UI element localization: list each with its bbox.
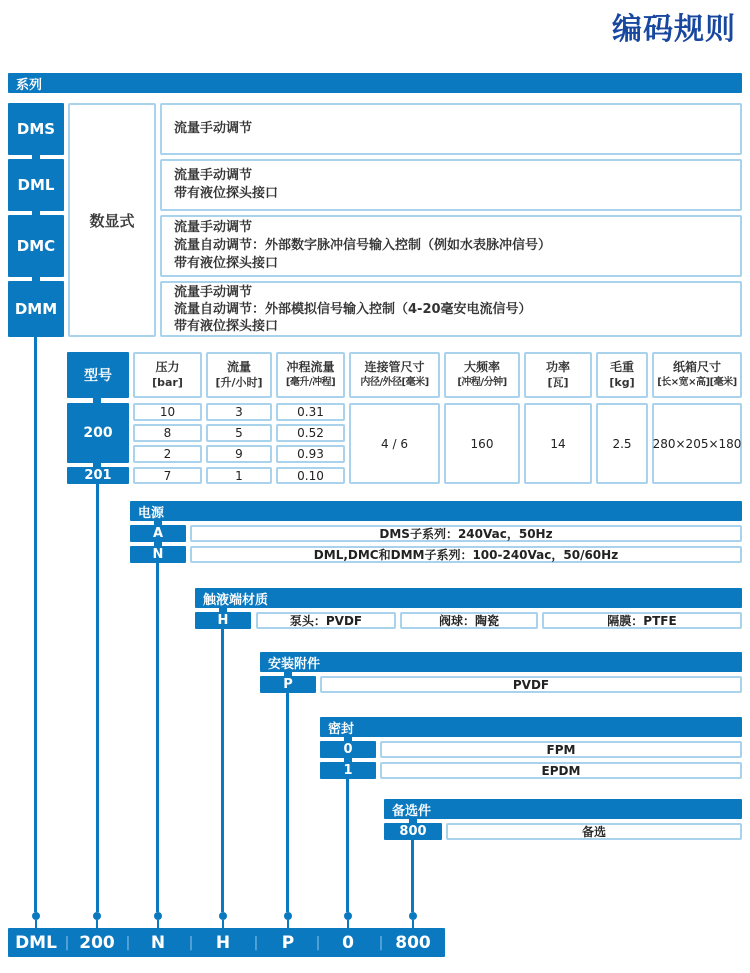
- desc-line: 流量自动调节：外部模拟信号输入控制（4-20毫安电流信号）: [174, 301, 532, 317]
- seal-desc-epdm: EPDM: [380, 762, 742, 779]
- series-connector-stem: [32, 155, 40, 159]
- series-desc-dms: [160, 103, 742, 155]
- connector-dot: [154, 912, 162, 920]
- code-separator: |: [188, 934, 194, 951]
- code-segment-mounting: P: [281, 932, 295, 953]
- page-title: 编码规则: [612, 12, 736, 47]
- mounting-desc: PVDF: [320, 676, 742, 693]
- mounting-code-p: P: [260, 676, 316, 693]
- mounting-header-bar: 安装附件: [260, 652, 742, 672]
- stroke-volume-value: 0.31: [276, 403, 345, 421]
- dot-stem: [222, 920, 224, 928]
- model-200-cell: 200: [67, 403, 129, 463]
- series-code-dmc: DMC: [8, 215, 64, 277]
- desc-line: 流量手动调节: [174, 220, 253, 235]
- model-header-cell: 型号: [67, 352, 129, 398]
- flow-value: 9: [206, 445, 272, 463]
- stroke-volume-value: 0.52: [276, 424, 345, 442]
- power-code-n: N: [130, 546, 186, 563]
- desc-line: 带有液位探头接口: [174, 186, 279, 201]
- code-separator: |: [378, 934, 384, 951]
- option-desc: 备选: [446, 823, 742, 840]
- seal-header-bar: 密封: [320, 717, 742, 737]
- connector-line-material: [221, 629, 224, 912]
- desc-line: 流量手动调节: [174, 168, 253, 183]
- pressure-value: 2: [133, 445, 202, 463]
- series-header-label: 系列: [16, 77, 43, 93]
- series-connector-stem: [32, 211, 40, 215]
- desc-line: 流量手动调节: [174, 284, 253, 300]
- seal-code-1: 1: [320, 762, 376, 779]
- code-separator: |: [253, 934, 259, 951]
- connector-dot: [93, 912, 101, 920]
- power-header-bar: 电源: [130, 501, 742, 521]
- series-code-dmm: DMM: [8, 281, 64, 337]
- seal-desc-fpm: FPM: [380, 741, 742, 758]
- series-desc-dmm: [160, 281, 742, 337]
- power-desc-a: DMS子系列：240Vac，50Hz: [190, 525, 742, 542]
- flow-value: 1: [206, 467, 272, 484]
- stroke-volume-value: 0.93: [276, 445, 345, 463]
- model-201-cell: 201: [67, 467, 129, 484]
- option-code-800: 800: [384, 823, 442, 840]
- series-code-dml: DML: [8, 159, 64, 211]
- connector-dot: [409, 912, 417, 920]
- model-code-bar: [8, 928, 445, 957]
- code-segment-option: 800: [395, 932, 431, 953]
- power-desc-n: DML,DMC和DMM子系列：100-240Vac，50/60Hz: [190, 546, 742, 563]
- pipe-size-value: 4 / 6: [349, 403, 440, 484]
- connector-line-seal: [346, 779, 349, 912]
- connector-line-mounting: [286, 693, 289, 912]
- col-header-pressure: 压力 [bar]: [133, 352, 202, 398]
- col-header-max-frequency: 大频率 [冲程/分钟]: [444, 352, 520, 398]
- dot-stem: [347, 920, 349, 928]
- desc-line: 带有液位探头接口: [174, 318, 279, 334]
- col-header-weight: 毛重 [kg]: [596, 352, 648, 398]
- pressure-value: 10: [133, 403, 202, 421]
- dot-stem: [96, 920, 98, 928]
- series-desc-dml: [160, 159, 742, 211]
- connector-line-series: [34, 337, 37, 912]
- material-diaphragm: 隔膜：PTFE: [542, 612, 742, 629]
- code-separator: |: [64, 934, 70, 951]
- desc-line: 流量手动调节: [174, 121, 253, 136]
- connector-line-model: [96, 484, 99, 912]
- stroke-volume-value: 0.10: [276, 467, 345, 484]
- dot-stem: [412, 920, 414, 928]
- material-pump-head: 泵头：PVDF: [256, 612, 396, 629]
- material-header-bar: 触液端材质: [195, 588, 742, 608]
- code-separator: |: [315, 934, 321, 951]
- desc-line: 带有液位探头接口: [174, 256, 279, 271]
- code-segment-model: 200: [79, 932, 115, 953]
- code-segment-material: H: [215, 932, 231, 953]
- power-code-a: A: [130, 525, 186, 542]
- col-header-power: 功率 [瓦]: [524, 352, 592, 398]
- connector-dot: [284, 912, 292, 920]
- desc-line: 流量自动调节：外部数字脉冲信号输入控制（例如水表脉冲信号）: [174, 238, 552, 253]
- series-code-dms: DMS: [8, 103, 64, 155]
- col-header-stroke-volume: 冲程流量 [毫升/冲程]: [276, 352, 345, 398]
- material-valve-ball: 阀球：陶瓷: [400, 612, 538, 629]
- col-header-carton-size: 纸箱尺寸 [长×宽×高][毫米]: [652, 352, 742, 398]
- code-separator: |: [125, 934, 131, 951]
- connector-line-power: [156, 563, 159, 912]
- code-segment-seal: 0: [342, 932, 354, 953]
- seal-code-0: 0: [320, 741, 376, 758]
- weight-value: 2.5: [596, 403, 648, 484]
- connector-line-option: [411, 840, 414, 912]
- col-header-flow: 流量 [升/小时]: [206, 352, 272, 398]
- material-code-h: H: [195, 612, 251, 629]
- display-type-box: 数显式: [68, 103, 156, 337]
- code-segment-power: N: [150, 932, 166, 953]
- option-header-bar: 备选件: [384, 799, 742, 819]
- flow-value: 3: [206, 403, 272, 421]
- pressure-value: 8: [133, 424, 202, 442]
- flow-value: 5: [206, 424, 272, 442]
- connector-dot: [219, 912, 227, 920]
- carton-size-value: 280×205×180: [652, 403, 742, 484]
- series-desc-dmc: [160, 215, 742, 277]
- dot-stem: [35, 920, 37, 928]
- connector-dot: [32, 912, 40, 920]
- power-value: 14: [524, 403, 592, 484]
- max-frequency-value: 160: [444, 403, 520, 484]
- col-header-pipe-size: 连接管尺寸 内径/外径[毫米]: [349, 352, 440, 398]
- connector-dot: [344, 912, 352, 920]
- code-segment-series: DML: [15, 932, 57, 953]
- dot-stem: [157, 920, 159, 928]
- series-header-bar: [8, 73, 742, 93]
- series-connector-stem: [32, 277, 40, 281]
- dot-stem: [287, 920, 289, 928]
- pressure-value: 7: [133, 467, 202, 484]
